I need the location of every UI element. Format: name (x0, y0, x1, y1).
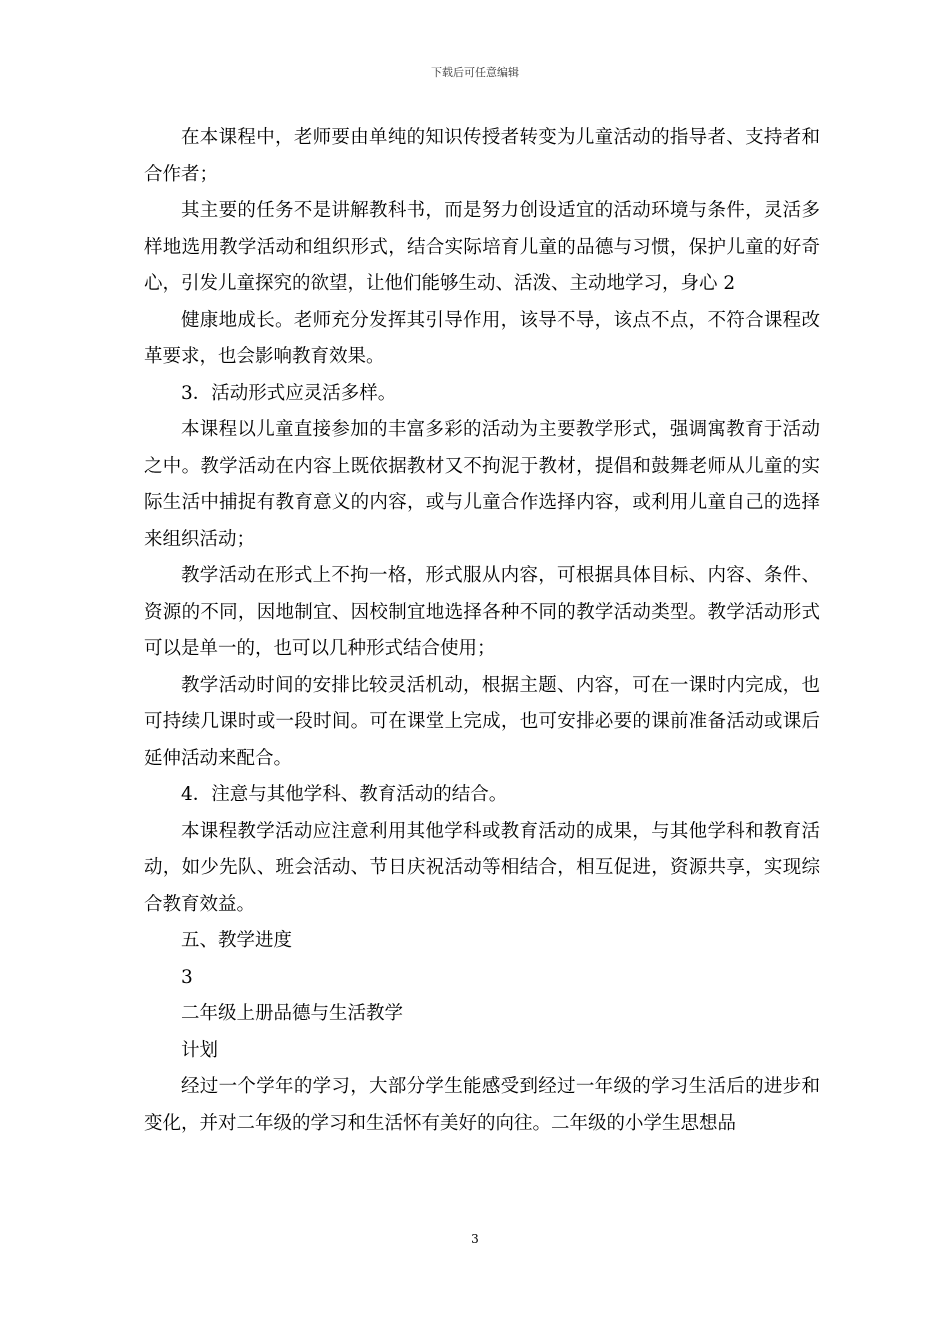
paragraph: 其主要的任务不是讲解教科书，而是努力创设适宜的活动环境与条件，灵活多样地选用教学活动和组织形式，结合实际培育儿童的品德与习惯，保护儿童的好奇心，引发儿童探究的欲望，让他们能够生动、活泼、主动地学习，身心 2 (144, 200, 820, 294)
document-body (144, 120, 820, 1142)
document-title-continued: 计划 (181, 1039, 219, 1061)
section-item-4: 4．注意与其他学科、教育活动的结合。 (181, 784, 508, 805)
page-number: 3 (471, 1232, 479, 1246)
document-title: 二年级上册品德与生活教学 (181, 1003, 404, 1024)
inline-page-marker: 3 (181, 966, 193, 988)
paragraph: 本课程以儿童直接参加的丰富多彩的活动为主要教学形式，强调寓教育于活动之中。教学活动在内容上既依据教材又不拘泥于教材，提倡和鼓舞老师从儿童的实际生活中捕捉有教育意义的内容，或与儿童合作选择内容，或利用儿童自己的选择来组织活动； (144, 419, 820, 550)
paragraph: 教学活动时间的安排比较灵活机动，根据主题、内容，可在一课时内完成，也可持续几课时或一段时间。可在课堂上完成，也可安排必要的课前准备活动或课后延伸活动来配合。 (144, 674, 820, 769)
paragraph: 健康地成长。老师充分发挥其引导作用，该导不导，该点不点，不符合课程改革要求，也会影响教育效果。 (144, 309, 820, 367)
paragraph: 教学活动在形式上不拘一格，形式服从内容，可根据具体目标、内容、条件、资源的不同，因地制宜、因校制宜地选择各种不同的教学活动类型。教学活动形式可以是单一的，也可以几种形式结合使用； (144, 565, 820, 659)
paragraph: 在本课程中，老师要由单纯的知识传授者转变为儿童活动的指导者、支持者和合作者； (144, 127, 820, 185)
paragraph: 经过一个学年的学习，大部分学生能感受到经过一年级的学习生活后的进步和变化，并对二年级的学习和生活怀有美好的向往。二年级的小学生思想品 (144, 1076, 820, 1134)
section-item-3: 3．活动形式应灵活多样。 (181, 382, 397, 404)
page-header-note: 下载后可任意编辑 (431, 66, 519, 79)
section-heading: 五、教学进度 (181, 930, 293, 951)
paragraph: 本课程教学活动应注意利用其他学科或教育活动的成果，与其他学科和教育活动，如少先队、班会活动、节日庆祝活动等相结合，相互促进，资源共享，实现综合教育效益。 (144, 820, 820, 915)
